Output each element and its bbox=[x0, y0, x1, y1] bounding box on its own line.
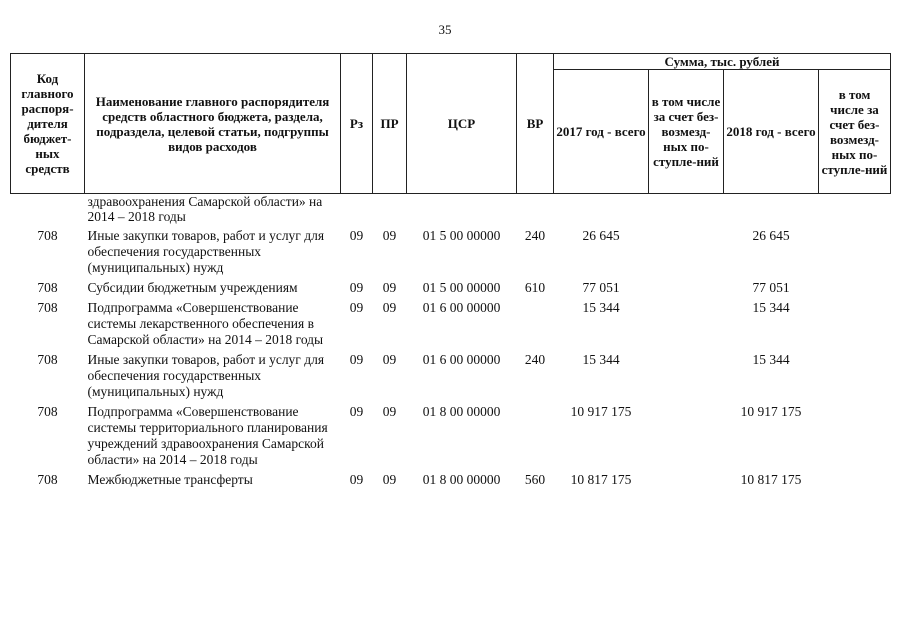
header-code: Код главного распоря-дителя бюджет-ных средств bbox=[11, 54, 85, 194]
cell-vr: 240 bbox=[524, 352, 546, 367]
cell-sum-2018: 10 917 175 bbox=[740, 404, 802, 419]
cell-vr bbox=[517, 401, 554, 469]
cell-sum-2017: 26 645 bbox=[582, 228, 620, 243]
header-rz: Рз bbox=[341, 54, 373, 194]
cell-name: Иные закупки товаров, работ и услуг для обеспечения государственных (муниципальных) нужд bbox=[87, 352, 325, 399]
cell-pr: 09 bbox=[382, 228, 397, 243]
cell-sum-2018: 10 817 175 bbox=[740, 472, 802, 487]
cell-pr: 09 bbox=[382, 280, 397, 295]
continuation-code bbox=[11, 194, 85, 226]
cell-sum-2017: 77 051 bbox=[582, 280, 620, 295]
cell-code: 708 bbox=[37, 472, 58, 487]
cell-gratuitous-2018 bbox=[819, 469, 891, 489]
cell-name: Иные закупки товаров, работ и услуг для обеспечения государственных (муниципальных) нужд bbox=[87, 228, 325, 275]
cell-pr: 09 bbox=[382, 352, 397, 367]
cell-rz: 09 bbox=[349, 352, 364, 367]
cell-csr: 01 8 00 00000 bbox=[422, 404, 501, 419]
table-row bbox=[11, 225, 891, 277]
cell-csr: 01 8 00 00000 bbox=[422, 472, 501, 487]
cell-name: Субсидии бюджетным учреждениям bbox=[87, 280, 298, 295]
table-row bbox=[11, 297, 891, 349]
cell-name: Подпрограмма «Совершенствование системы лекарственного обеспечения в Самарской области» на 2014 – 2018 годы bbox=[87, 300, 324, 347]
header-2017-gratuitous: в том числе за счет без-возмезд-ных по-ступле-ний bbox=[649, 70, 724, 194]
cell-gratuitous-2018 bbox=[819, 297, 891, 349]
cell-gratuitous-2017 bbox=[649, 277, 724, 297]
cell-vr: 560 bbox=[524, 472, 546, 487]
cell-gratuitous-2018 bbox=[819, 401, 891, 469]
budget-table bbox=[10, 53, 891, 489]
cell-rz: 09 bbox=[349, 404, 364, 419]
cell-rz: 09 bbox=[349, 228, 364, 243]
table-header bbox=[11, 54, 891, 194]
cell-code: 708 bbox=[37, 228, 58, 243]
table-row bbox=[11, 349, 891, 401]
continuation-text: здравоохранения Самарской области» на 2014 – 2018 годы bbox=[87, 194, 323, 224]
header-2017-total: 2017 год - всего bbox=[554, 70, 649, 194]
cell-pr: 09 bbox=[382, 404, 397, 419]
cell-rz: 09 bbox=[349, 472, 364, 487]
table-body bbox=[11, 194, 891, 490]
cell-rz: 09 bbox=[349, 300, 364, 315]
cell-code: 708 bbox=[37, 300, 58, 315]
table-row bbox=[11, 469, 891, 489]
header-vr: ВР bbox=[517, 54, 554, 194]
cell-gratuitous-2017 bbox=[649, 349, 724, 401]
cell-vr: 610 bbox=[524, 280, 546, 295]
header-name: Наименование главного распорядителя средств областного бюджета, раздела, подраздела, целевой статьи, подгруппы видов расходов bbox=[85, 54, 341, 194]
cell-csr: 01 5 00 00000 bbox=[422, 228, 501, 243]
cell-code: 708 bbox=[37, 404, 58, 419]
cell-sum-2018: 15 344 bbox=[752, 300, 790, 315]
header-csr: ЦСР bbox=[407, 54, 517, 194]
cell-sum-2017: 10 917 175 bbox=[570, 404, 632, 419]
cell-gratuitous-2018 bbox=[819, 349, 891, 401]
cell-pr: 09 bbox=[382, 300, 397, 315]
table-row bbox=[11, 401, 891, 469]
cell-gratuitous-2017 bbox=[649, 297, 724, 349]
cell-sum-2018: 26 645 bbox=[752, 228, 790, 243]
cell-sum-2018: 15 344 bbox=[752, 352, 790, 367]
cell-gratuitous-2017 bbox=[649, 469, 724, 489]
cell-gratuitous-2017 bbox=[649, 225, 724, 277]
cell-name: Подпрограмма «Совершенствование системы территориального планирования учреждений здравоохранения Самарской области» на 2014 – 2018 годы bbox=[87, 404, 328, 467]
header-2018-gratuitous: в том числе за счет без-возмезд-ных по-ступле-ний bbox=[819, 70, 891, 194]
cell-csr: 01 6 00 00000 bbox=[422, 300, 501, 315]
cell-sum-2017: 10 817 175 bbox=[570, 472, 632, 487]
cell-vr: 240 bbox=[524, 228, 546, 243]
cell-vr bbox=[517, 297, 554, 349]
cell-pr: 09 bbox=[382, 472, 397, 487]
cell-gratuitous-2018 bbox=[819, 225, 891, 277]
cell-code: 708 bbox=[37, 352, 58, 367]
cell-csr: 01 6 00 00000 bbox=[422, 352, 501, 367]
header-pr: ПР bbox=[373, 54, 407, 194]
cell-csr: 01 5 00 00000 bbox=[422, 280, 501, 295]
header-sum-group: Сумма, тыс. рублей bbox=[554, 54, 891, 70]
cell-sum-2017: 15 344 bbox=[582, 300, 620, 315]
cell-code: 708 bbox=[37, 280, 58, 295]
continuation-row bbox=[11, 194, 891, 226]
cell-gratuitous-2017 bbox=[649, 401, 724, 469]
cell-sum-2018: 77 051 bbox=[752, 280, 790, 295]
cell-name: Межбюджетные трансферты bbox=[87, 472, 253, 487]
header-2018-total: 2018 год - всего bbox=[724, 70, 819, 194]
cell-gratuitous-2018 bbox=[819, 277, 891, 297]
cell-sum-2017: 15 344 bbox=[582, 352, 620, 367]
cell-rz: 09 bbox=[349, 280, 364, 295]
table-row bbox=[11, 277, 891, 297]
page-number: 35 bbox=[438, 22, 452, 37]
